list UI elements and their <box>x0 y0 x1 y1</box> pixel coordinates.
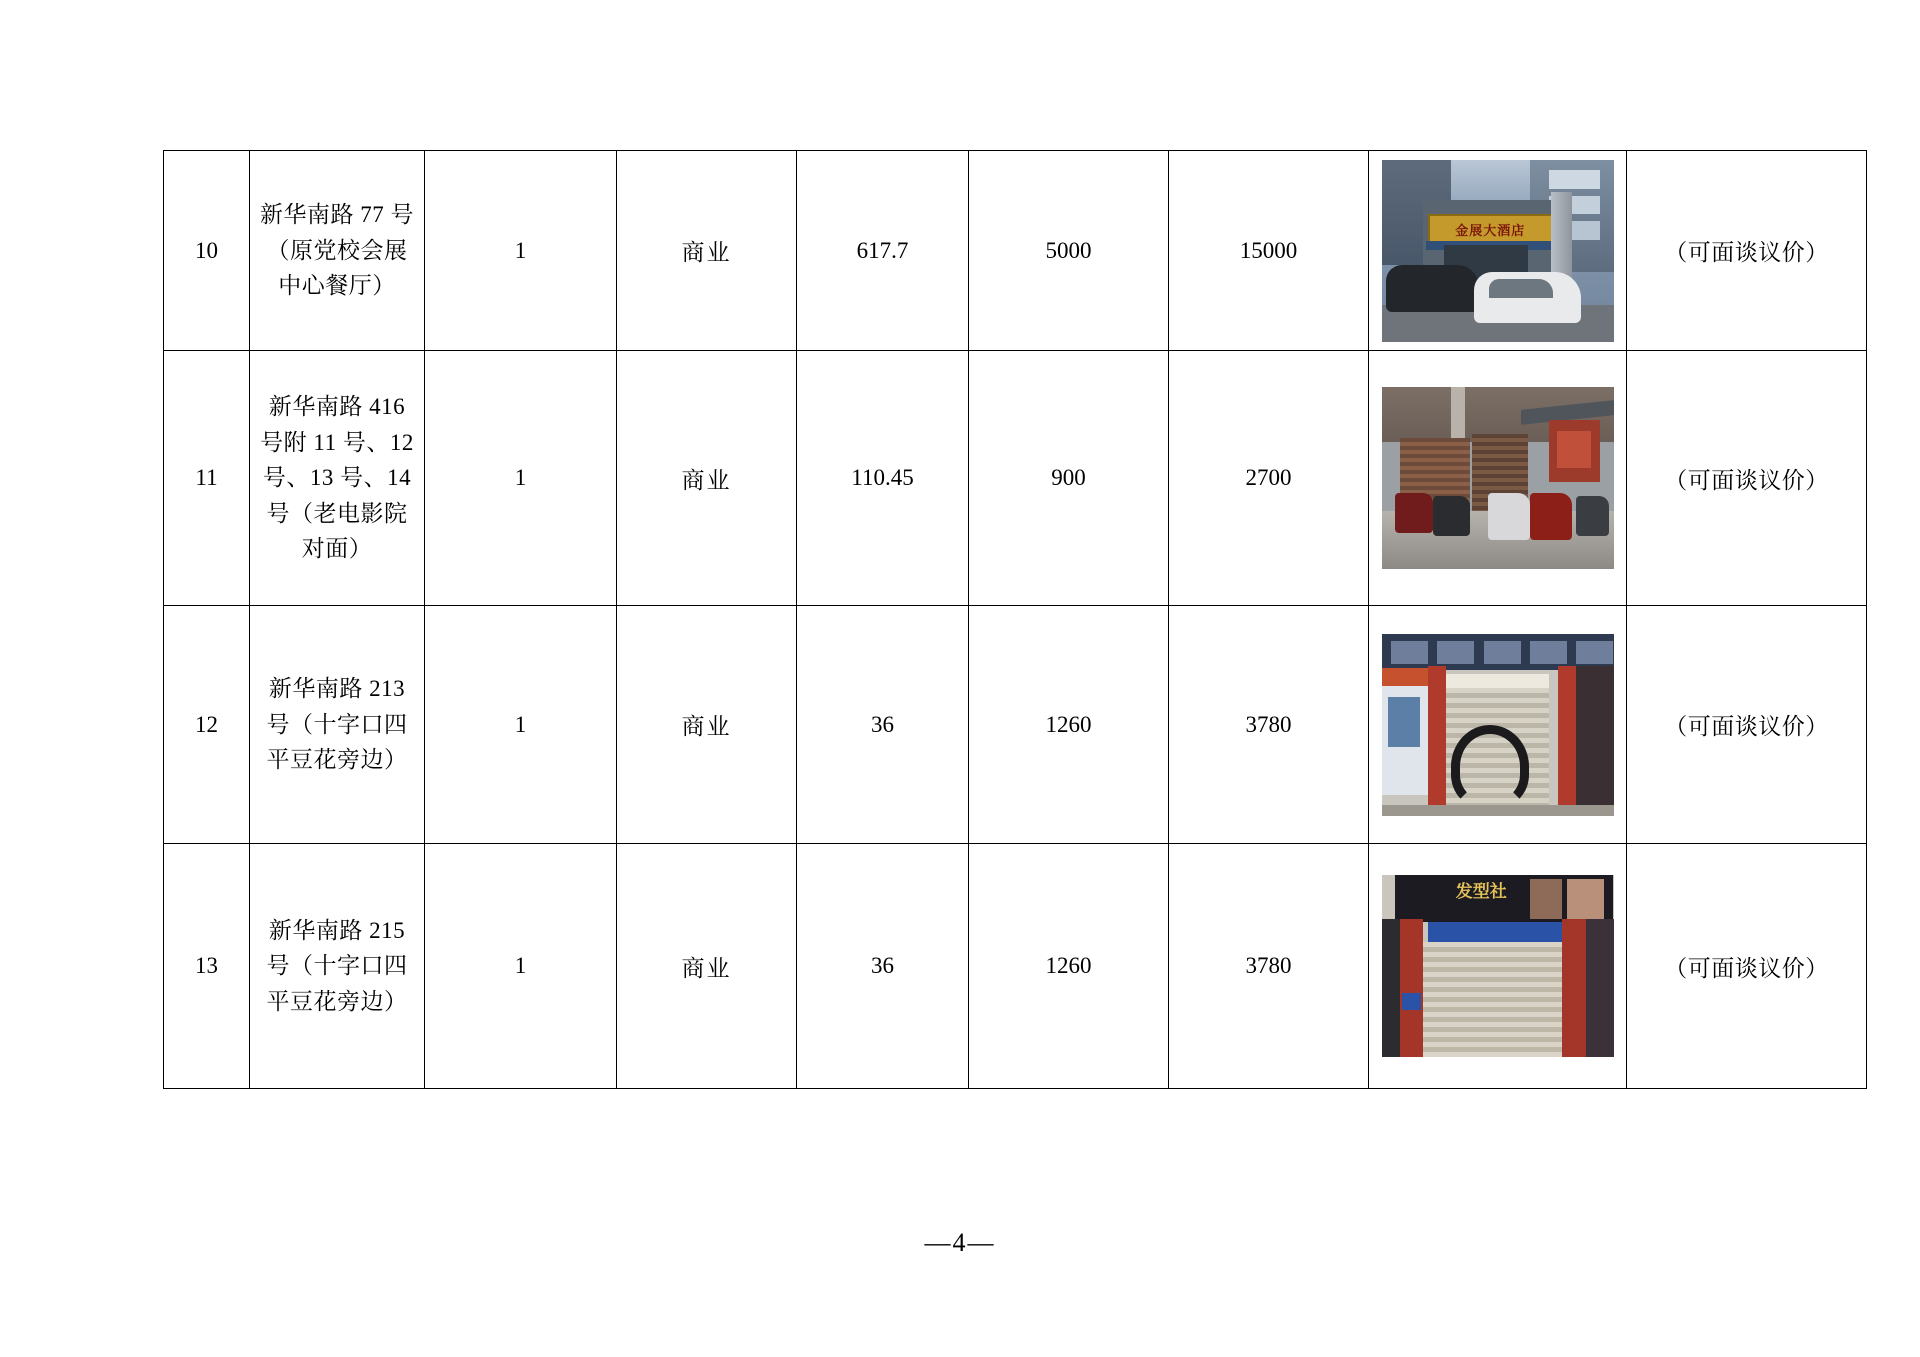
row-address: 新华南路 77 号（原党校会展中心餐厅） <box>250 151 425 351</box>
shop-shutter-headphone-photo <box>1382 634 1614 816</box>
table-row <box>164 606 1867 844</box>
alley-scooters-photo <box>1382 387 1614 569</box>
row-photo-cell <box>1369 606 1627 844</box>
hair-salon-shutter-photo <box>1382 875 1614 1057</box>
row-total-price: 15000 <box>1169 151 1369 351</box>
row-unit-price: 900 <box>969 351 1169 606</box>
row-quantity: 1 <box>425 351 617 606</box>
table-row <box>164 151 1867 351</box>
row-usage: 商业 <box>617 606 797 844</box>
row-total-price: 3780 <box>1169 844 1369 1089</box>
table-row <box>164 351 1867 606</box>
row-quantity: 1 <box>425 151 617 351</box>
row-quantity: 1 <box>425 606 617 844</box>
row-total-price: 2700 <box>1169 351 1369 606</box>
row-unit-price: 1260 <box>969 606 1169 844</box>
row-index: 10 <box>164 151 250 351</box>
row-address: 新华南路 416 号附 11 号、12 号、13 号、14 号（老电影院对面） <box>250 351 425 606</box>
row-photo-cell <box>1369 351 1627 606</box>
row-area: 36 <box>797 606 969 844</box>
row-total-price: 3780 <box>1169 606 1369 844</box>
row-index: 12 <box>164 606 250 844</box>
row-area: 110.45 <box>797 351 969 606</box>
row-address: 新华南路 213 号（十字口四平豆花旁边） <box>250 606 425 844</box>
page-number: —4— <box>924 1228 996 1257</box>
row-unit-price: 5000 <box>969 151 1169 351</box>
row-unit-price: 1260 <box>969 844 1169 1089</box>
row-usage: 商业 <box>617 151 797 351</box>
hotel-storefront-photo <box>1382 160 1614 342</box>
row-note: （可面谈议价） <box>1627 151 1867 351</box>
photo-sign-text: 金展大酒店 <box>1455 224 1526 240</box>
row-photo-cell <box>1369 151 1627 351</box>
row-area: 36 <box>797 844 969 1089</box>
table-row <box>164 844 1867 1089</box>
photo-sign-text: 发型社 <box>1455 882 1507 903</box>
row-usage: 商业 <box>617 844 797 1089</box>
property-listing-table <box>163 150 1867 1089</box>
row-note: （可面谈议价） <box>1627 351 1867 606</box>
row-usage: 商业 <box>617 351 797 606</box>
row-quantity: 1 <box>425 844 617 1089</box>
row-address: 新华南路 215 号（十字口四平豆花旁边） <box>250 844 425 1089</box>
row-photo-cell <box>1369 844 1627 1089</box>
row-index: 13 <box>164 844 250 1089</box>
row-note: （可面谈议价） <box>1627 606 1867 844</box>
row-area: 617.7 <box>797 151 969 351</box>
row-note: （可面谈议价） <box>1627 844 1867 1089</box>
row-index: 11 <box>164 351 250 606</box>
